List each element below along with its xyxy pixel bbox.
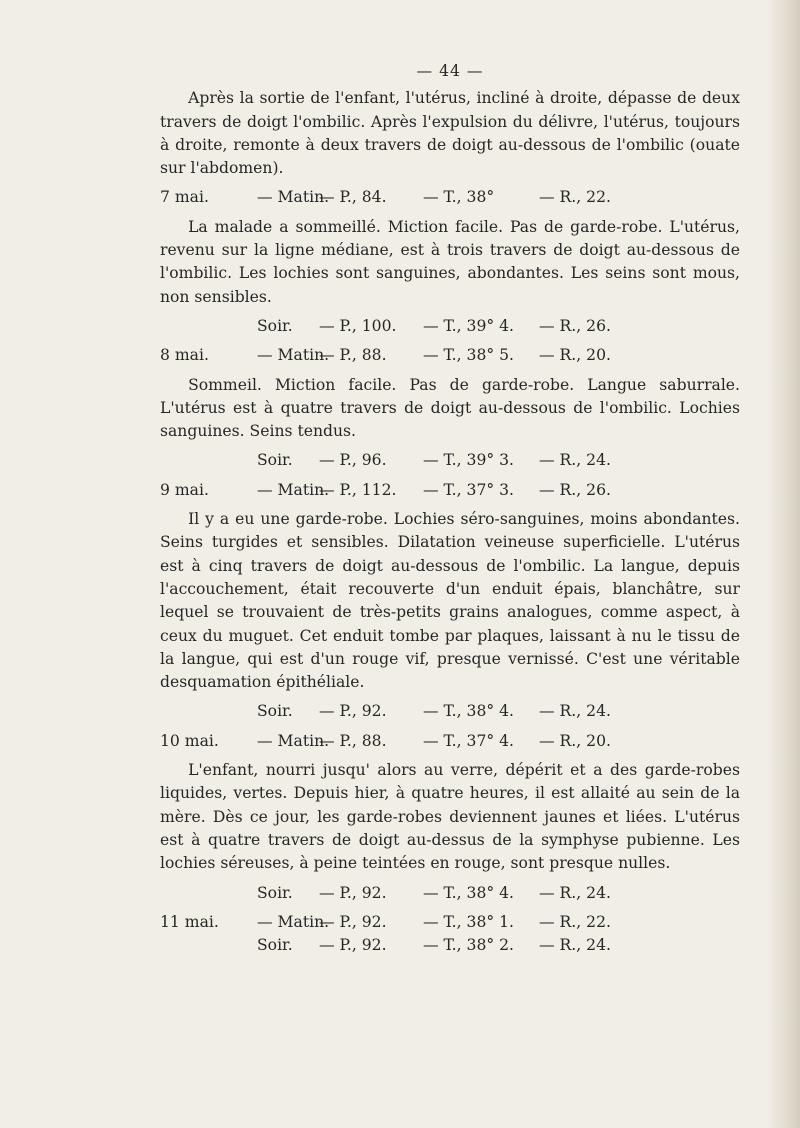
reading-temperature: — T., 38° 5.: [423, 346, 515, 365]
note-may9: Il y a eu une garde-robe. Lochies séro-sanguines, moins abondantes. Seins turgides et sensibles. Dilatation veineuse superficielle. L'utérus est à cinq travers de doigt au-dessous de l'ombilic. La langue, depuis l'accouchement, était recouverte d'un enduit épais, blanchâtre, sur lequel se trouvaient de très-petits grains analogues, comme aspect, à ceux du muguet. Cet enduit tombe par plaques, laissant à nu le tissu de la langue, qui est d'un rouge vif, presque vernissé. C'est une véritable desquamation épithéliale.: [160, 510, 740, 692]
intro-paragraph: Après la sortie de l'enfant, l'utérus, incliné à droite, dépasse de deux travers de doigt l'ombilic. Après l'expulsion du délivre, l'utérus, toujours à droite, remonte à deux travers de doigt au-dessous de l'ombilic (ouate sur l'abdomen).: [160, 89, 740, 178]
reading-may8-morning: [160, 344, 740, 367]
reading-may11-morning: [160, 911, 740, 934]
reading-time: — Matin.: [257, 346, 330, 365]
reading-pulse: — P., 112.: [319, 480, 397, 499]
reading-date: 10 mai.: [160, 731, 219, 750]
reading-respiration: — R., 24.: [539, 936, 611, 955]
reading-respiration: — R., 24.: [539, 451, 611, 470]
reading-respiration: — R., 20.: [539, 346, 611, 365]
reading-may8-evening: [160, 449, 740, 472]
reading-date: 9 mai.: [160, 480, 209, 499]
reading-date: 8 mai.: [160, 346, 209, 365]
reading-time: Soir.: [257, 702, 293, 721]
note-may8: Sommeil. Miction facile. Pas de garde-robe. Langue saburrale. L'utérus est à quatre travers de doigt au-dessous de l'ombilic. Lochies sanguines. Seins tendus.: [160, 375, 740, 441]
reading-temperature: — T., 38°: [423, 188, 495, 207]
reading-pulse: — P., 88.: [319, 731, 387, 750]
reading-may9-evening: [160, 700, 740, 723]
reading-time: Soir.: [257, 451, 293, 470]
reading-respiration: — R., 24.: [539, 883, 611, 902]
reading-pulse: — P., 92.: [319, 936, 387, 955]
reading-may10-evening: [160, 882, 740, 905]
reading-respiration: — R., 22.: [539, 188, 611, 207]
reading-temperature: — T., 38° 1.: [423, 912, 515, 931]
page-number: — 44 —: [416, 62, 484, 80]
reading-temperature: — T., 38° 4.: [423, 883, 515, 902]
reading-temperature: — T., 38° 2.: [423, 936, 515, 955]
reading-time: — Matin.: [257, 731, 330, 750]
note-may7: La malade a sommeillé. Miction facile. Pas de garde-robe. L'utérus, revenu sur la ligne médiane, est à trois travers de doigt au-dessous de l'ombilic. Les lochies sont sanguines, abondantes. Les seins sont mous, non sensibles.: [160, 217, 740, 306]
reading-time: Soir.: [257, 883, 293, 902]
note-may10: L'enfant, nourri jusqu' alors au verre, dépérit et a des garde-robes liquides, vertes. Depuis hier, à quatre heures, il est allaité au sein de la mère. Dès ce jour, les garde-robes deviennent jaunes et liées. L'utérus est à quatre travers de doigt au-dessus de la symphyse pubienne. Les lochies séreuses, à peine teintées en rouge, sont presque nulles.: [160, 761, 740, 873]
reading-temperature: — T., 39° 4.: [423, 316, 515, 335]
reading-time: Soir.: [257, 316, 293, 335]
reading-may10-morning: [160, 730, 740, 753]
reading-pulse: — P., 92.: [319, 912, 387, 931]
reading-may7-morning: [160, 186, 740, 209]
reading-temperature: — T., 37° 4.: [423, 731, 515, 750]
reading-respiration: — R., 20.: [539, 731, 611, 750]
reading-temperature: — T., 38° 4.: [423, 702, 515, 721]
reading-pulse: — P., 96.: [319, 451, 387, 470]
reading-pulse: — P., 84.: [319, 188, 387, 207]
reading-respiration: — R., 26.: [539, 480, 611, 499]
reading-date: 7 mai.: [160, 188, 209, 207]
reading-may9-morning: [160, 479, 740, 502]
reading-time: — Matin.: [257, 480, 330, 499]
reading-pulse: — P., 88.: [319, 346, 387, 365]
reading-respiration: — R., 24.: [539, 702, 611, 721]
reading-may11-evening: [160, 934, 740, 957]
reading-respiration: — R., 22.: [539, 912, 611, 931]
reading-time: — Matin.: [257, 188, 330, 207]
reading-pulse: — P., 92.: [319, 702, 387, 721]
reading-temperature: — T., 39° 3.: [423, 451, 515, 470]
reading-time: Soir.: [257, 936, 293, 955]
reading-date: 11 mai.: [160, 912, 219, 931]
reading-temperature: — T., 37° 3.: [423, 480, 515, 499]
document-page: [160, 60, 740, 963]
page-edge-shadow: [766, 0, 800, 1128]
reading-respiration: — R., 26.: [539, 316, 611, 335]
reading-may7-evening: [160, 315, 740, 338]
reading-pulse: — P., 92.: [319, 883, 387, 902]
reading-pulse: — P., 100.: [319, 316, 397, 335]
reading-time: — Matin.: [257, 912, 330, 931]
